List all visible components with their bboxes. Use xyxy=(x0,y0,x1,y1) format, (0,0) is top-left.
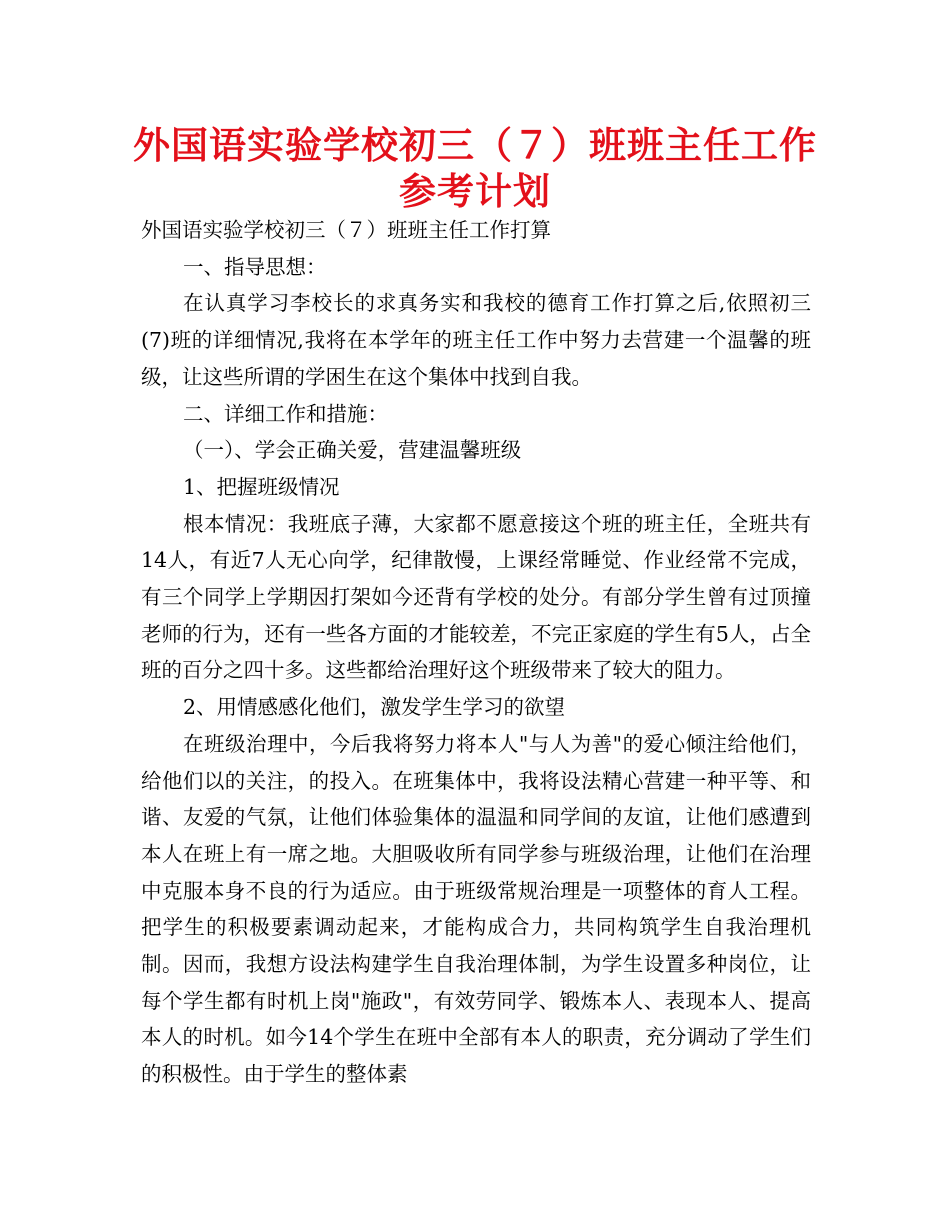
paragraph: 2、用情感感化他们，激发学生学习的欲望 xyxy=(183,695,566,720)
paragraph: 在认真学习李校长的求真务实和我校的德育工作打算之后,依照初三(7)班的详细情况,我将在本学年的班主任工作中努力去营建一个温馨的班级，让这些所谓的学困生在这个集体中找到自我。 xyxy=(141,291,811,389)
paragraph: 外国语实验学校初三（７）班班主任工作打算 xyxy=(141,218,551,242)
paragraph: 1、把握班级情况 xyxy=(183,474,340,499)
paragraph: （一）、学会正确关爱，营建温馨班级 xyxy=(183,438,522,463)
document-body xyxy=(141,212,811,1093)
paragraph: 在班级治理中，今后我将努力将本人"与人为善"的爱心倾注给他们，给他们以的关注，的投入。在班集体中，我将设法精心营建一种平等、和谐、友爱的气氛，让他们体验集体的温温和同学间的友谊，让他们感遭到本人在班上有一席之地。大胆吸收所有同学参与班级治理，让他们在治理中克服本身不良的行为适应。由于班级常规治理是一项整体的育人工程。把学生的积极要素调动起来，才能构成合力，共同构筑学生自我治理机制。因而，我想方设法构建学生自我治理体制，为学生设置多种岗位，让每个学生都有时机上岗"施政"，有效劳同学、锻炼本人、表现本人、提高本人的时机。如今14个学生在班中全部有本人的职责，充分调动了学生们的积极性。由于学生的整体素 xyxy=(141,731,811,1087)
paragraph: 二、详细工作和措施： xyxy=(183,401,389,426)
paragraph: 根本情况：我班底子薄，大家都不愿意接这个班的班主任，全班共有14人，有近7人无心向学，纪律散慢，上课经常睡觉、作业经常不完成，有三个同学上学期因打架如今还背有学校的处分。有部分学生曾有过顶撞老师的行为，还有一些各方面的才能较差，不完正家庭的学生有5人，占全班的百分之四十多。这些都给治理好这个班级带来了较大的阻力。 xyxy=(141,511,811,683)
document-title-line-1: 外国语实验学校初三（７）班班主任工作 xyxy=(133,124,817,167)
paragraph: 一、指导思想： xyxy=(183,254,327,279)
document-title-line-2: 参考计划 xyxy=(399,170,551,213)
